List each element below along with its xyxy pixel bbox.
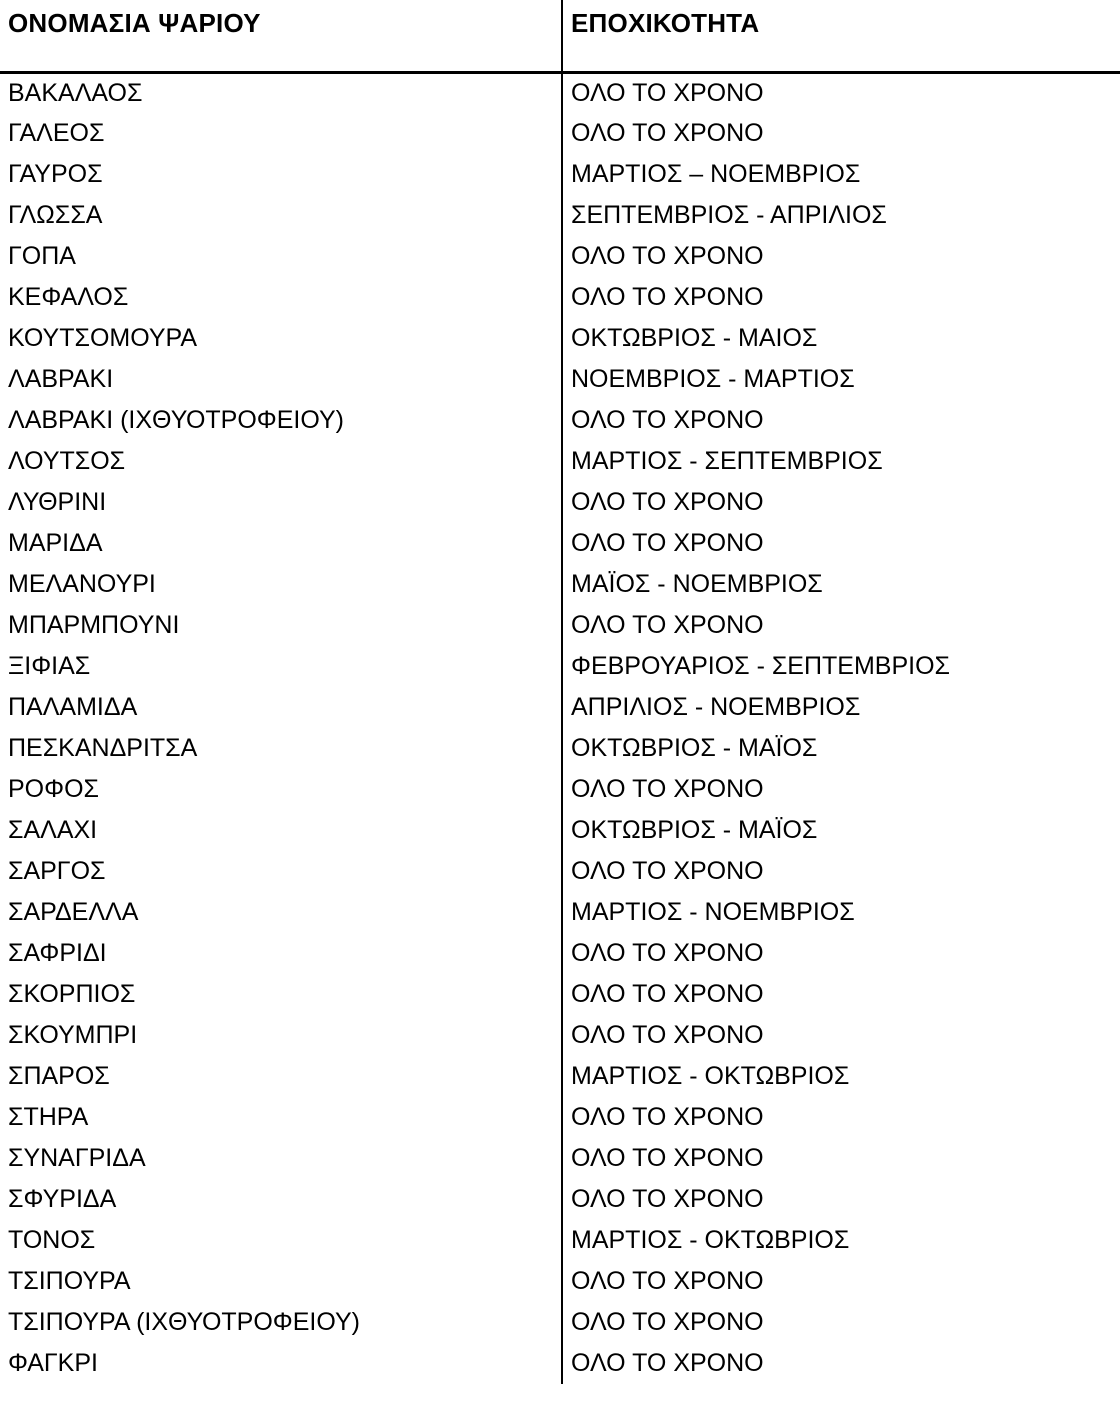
table-row [0, 318, 1120, 359]
cell-seasonality: ΟΛΟ ΤΟ ΧΡΟΝΟ [571, 611, 764, 639]
cell-fish-name: ΤΣΙΠΟΥΡΑ [0, 1261, 562, 1302]
table-row [0, 1056, 1120, 1097]
cell-seasonality: ΟΛΟ ΤΟ ΧΡΟΝΟ [571, 119, 764, 147]
table-row [0, 359, 1120, 400]
cell-fish-name: ΜΠΑΡΜΠΟΥΝΙ [0, 605, 562, 646]
table-row [0, 728, 1120, 769]
cell-fish-name: ΦΑΓΚΡΙ [0, 1343, 562, 1384]
table-row [0, 933, 1120, 974]
cell-fish-name: ΤΟΝΟΣ [0, 1220, 562, 1261]
cell-seasonality: ΟΛΟ ΤΟ ΧΡΟΝΟ [571, 857, 764, 885]
table-row [0, 810, 1120, 851]
cell-fish-name: ΓΑΥΡΟΣ [0, 154, 562, 195]
table-row [0, 564, 1120, 605]
cell-fish-name: ΓΟΠΑ [0, 236, 562, 277]
cell-seasonality: ΑΠΡΙΛΙΟΣ - ΝΟΕΜΒΡΙΟΣ [571, 693, 861, 721]
cell-seasonality: ΜΑΡΤΙΟΣ – ΝΟΕΜΒΡΙΟΣ [571, 160, 861, 188]
table-row [0, 1220, 1120, 1261]
table-row [0, 1097, 1120, 1138]
table-row [0, 1179, 1120, 1220]
cell-fish-name: ΓΛΩΣΣΑ [0, 195, 562, 236]
table-body [0, 72, 1120, 1384]
cell-seasonality: ΜΑΡΤΙΟΣ - ΟΚΤΩΒΡΙΟΣ [571, 1062, 850, 1090]
table-row [0, 605, 1120, 646]
cell-seasonality: ΟΛΟ ΤΟ ΧΡΟΝΟ [571, 775, 764, 803]
table-row [0, 400, 1120, 441]
cell-fish-name: ΛΟΥΤΣΟΣ [0, 441, 562, 482]
cell-seasonality: ΟΛΟ ΤΟ ΧΡΟΝΟ [571, 1267, 764, 1295]
cell-fish-name: ΣΦΥΡΙΔΑ [0, 1179, 562, 1220]
table-row [0, 851, 1120, 892]
cell-fish-name: ΣΑΦΡΙΔΙ [0, 933, 562, 974]
cell-seasonality: ΟΚΤΩΒΡΙΟΣ - ΜΑΪΟΣ [571, 816, 818, 844]
cell-seasonality: ΟΛΟ ΤΟ ΧΡΟΝΟ [571, 529, 764, 557]
cell-seasonality: ΟΛΟ ΤΟ ΧΡΟΝΟ [571, 488, 764, 516]
cell-seasonality: ΟΚΤΩΒΡΙΟΣ - ΜΑΪΟΣ [571, 734, 818, 762]
cell-fish-name: ΚΕΦΑΛΟΣ [0, 277, 562, 318]
table-row [0, 687, 1120, 728]
column-header-seasonality: ΕΠΟΧΙΚΟΤΗΤΑ [562, 0, 1120, 72]
table-row [0, 1302, 1120, 1343]
table-header-row [0, 0, 1120, 72]
table-row [0, 441, 1120, 482]
table-row [0, 769, 1120, 810]
cell-seasonality: ΟΛΟ ΤΟ ΧΡΟΝΟ [571, 1308, 764, 1336]
table-row [0, 72, 1120, 113]
cell-fish-name: ΜΑΡΙΔΑ [0, 523, 562, 564]
cell-seasonality: ΟΛΟ ΤΟ ΧΡΟΝΟ [571, 406, 764, 434]
cell-fish-name: ΛΥΘΡΙΝΙ [0, 482, 562, 523]
table-row [0, 1261, 1120, 1302]
cell-seasonality: ΣΕΠΤΕΜΒΡΙΟΣ - ΑΠΡΙΛΙΟΣ [571, 201, 887, 229]
cell-seasonality: ΟΚΤΩΒΡΙΟΣ - ΜΑΙΟΣ [571, 324, 818, 352]
cell-seasonality: ΟΛΟ ΤΟ ΧΡΟΝΟ [571, 283, 764, 311]
cell-fish-name: ΓΑΛΕΟΣ [0, 113, 562, 154]
cell-fish-name: ΣΑΡΔΕΛΛΑ [0, 892, 562, 933]
cell-fish-name: ΤΣΙΠΟΥΡΑ (ΙΧΘΥΟΤΡΟΦΕΙΟΥ) [0, 1302, 562, 1343]
cell-seasonality: ΟΛΟ ΤΟ ΧΡΟΝΟ [571, 1349, 764, 1377]
cell-seasonality: ΟΛΟ ΤΟ ΧΡΟΝΟ [571, 1103, 764, 1131]
column-header-fish-name: ΟΝΟΜΑΣΙΑ ΨΑΡΙΟΥ [0, 0, 562, 72]
cell-seasonality: ΟΛΟ ΤΟ ΧΡΟΝΟ [571, 78, 764, 107]
cell-fish-name: ΣΚΟΥΜΠΡΙ [0, 1015, 562, 1056]
cell-fish-name: ΛΑΒΡΑΚΙ (ΙΧΘΥΟΤΡΟΦΕΙΟΥ) [0, 400, 562, 441]
cell-seasonality: ΟΛΟ ΤΟ ΧΡΟΝΟ [571, 242, 764, 270]
cell-seasonality: ΜΑΡΤΙΟΣ - ΝΟΕΜΒΡΙΟΣ [571, 898, 855, 926]
table-row [0, 646, 1120, 687]
cell-fish-name: ΒΑΚΑΛΑΟΣ [0, 72, 562, 113]
table-row [0, 154, 1120, 195]
table-row [0, 1138, 1120, 1179]
table-row [0, 1015, 1120, 1056]
table-row [0, 974, 1120, 1015]
cell-fish-name: ΠΑΛΑΜΙΔΑ [0, 687, 562, 728]
table-row [0, 195, 1120, 236]
table-row [0, 277, 1120, 318]
cell-fish-name: ΣΠΑΡΟΣ [0, 1056, 562, 1097]
cell-seasonality: ΜΑΪΟΣ - ΝΟΕΜΒΡΙΟΣ [571, 570, 823, 598]
cell-seasonality: ΟΛΟ ΤΟ ΧΡΟΝΟ [571, 1144, 764, 1172]
cell-fish-name: ΡΟΦΟΣ [0, 769, 562, 810]
cell-fish-name: ΞΙΦΙΑΣ [0, 646, 562, 687]
cell-fish-name: ΛΑΒΡΑΚΙ [0, 359, 562, 400]
cell-fish-name: ΣΚΟΡΠΙΟΣ [0, 974, 562, 1015]
table-header [0, 0, 1120, 72]
cell-seasonality: ΜΑΡΤΙΟΣ - ΟΚΤΩΒΡΙΟΣ [571, 1226, 850, 1254]
cell-fish-name: ΣΑΡΓΟΣ [0, 851, 562, 892]
cell-seasonality: ΜΑΡΤΙΟΣ - ΣΕΠΤΕΜΒΡΙΟΣ [571, 447, 883, 475]
table-row [0, 1343, 1120, 1384]
cell-seasonality: ΟΛΟ ΤΟ ΧΡΟΝΟ [571, 1185, 764, 1213]
table-row [0, 482, 1120, 523]
cell-fish-name: ΣΤΗΡΑ [0, 1097, 562, 1138]
table-row [0, 236, 1120, 277]
cell-seasonality: ΝΟΕΜΒΡΙΟΣ - ΜΑΡΤΙΟΣ [571, 365, 855, 393]
cell-fish-name: ΠΕΣΚΑΝΔΡΙΤΣΑ [0, 728, 562, 769]
cell-fish-name: ΚΟΥΤΣΟΜΟΥΡΑ [0, 318, 562, 359]
cell-fish-name: ΜΕΛΑΝΟΥΡΙ [0, 564, 562, 605]
cell-seasonality: ΟΛΟ ΤΟ ΧΡΟΝΟ [571, 939, 764, 967]
cell-seasonality: ΟΛΟ ΤΟ ΧΡΟΝΟ [571, 980, 764, 1008]
table-row [0, 113, 1120, 154]
cell-fish-name: ΣΥΝΑΓΡΙΔΑ [0, 1138, 562, 1179]
table-row [0, 523, 1120, 564]
cell-seasonality: ΟΛΟ ΤΟ ΧΡΟΝΟ [571, 1021, 764, 1049]
cell-seasonality: ΦΕΒΡΟΥΑΡΙΟΣ - ΣΕΠΤΕΜΒΡΙΟΣ [571, 652, 950, 680]
table-row [0, 892, 1120, 933]
cell-fish-name: ΣΑΛΑΧΙ [0, 810, 562, 851]
